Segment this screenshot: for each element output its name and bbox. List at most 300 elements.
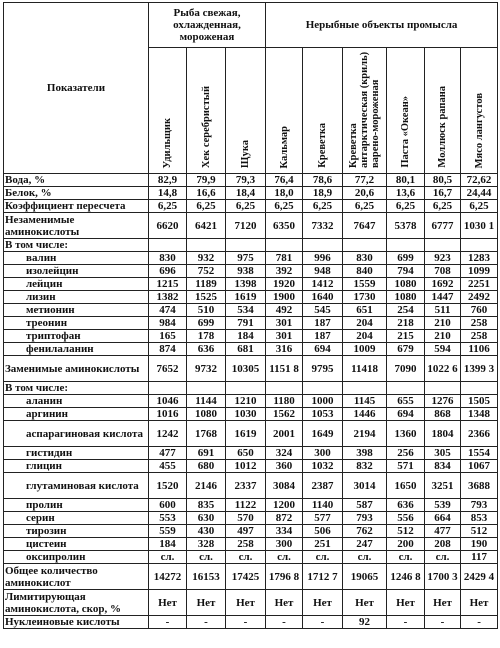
table-row — [4, 421, 498, 447]
row-label: аланин — [4, 395, 149, 408]
table-cell: Нет — [461, 590, 498, 616]
table-cell: 18,9 — [303, 187, 343, 200]
table-body — [4, 174, 498, 629]
table-cell: 300 — [266, 538, 303, 551]
row-label: аспарагиновая кислота — [4, 421, 149, 447]
row-label: В том числе: — [4, 239, 149, 252]
row-label: метионин — [4, 304, 149, 317]
row-label: глутаминовая кислота — [4, 473, 149, 499]
table-cell: 984 — [149, 317, 187, 330]
table-cell — [266, 239, 303, 252]
table-cell: 215 — [387, 330, 425, 343]
table-cell: 1246 8 — [387, 564, 425, 590]
table-cell: 840 — [343, 265, 387, 278]
table-cell: 1009 — [343, 343, 387, 356]
table-cell: 872 — [266, 512, 303, 525]
table-cell: 680 — [187, 460, 226, 473]
table-cell: 791 — [226, 317, 266, 330]
table-cell: 1242 — [149, 421, 187, 447]
table-cell: 6,25 — [303, 200, 343, 213]
row-label: серин — [4, 512, 149, 525]
column-header — [425, 48, 461, 174]
table-cell — [343, 382, 387, 395]
table-cell: - — [461, 616, 498, 629]
table-cell: Нет — [425, 590, 461, 616]
table-cell: 301 — [266, 330, 303, 343]
column-header-label: Кальмар — [278, 125, 290, 168]
table-cell: 651 — [343, 304, 387, 317]
table-cell: 398 — [343, 447, 387, 460]
table-row — [4, 200, 498, 213]
table-cell: 430 — [187, 525, 226, 538]
table-cell: 316 — [266, 343, 303, 356]
table-row — [4, 538, 498, 551]
column-header — [149, 48, 187, 174]
table-row — [4, 382, 498, 395]
table-cell: 6,25 — [149, 200, 187, 213]
table-cell: 492 — [266, 304, 303, 317]
table-row — [4, 395, 498, 408]
table-cell: 72,62 — [461, 174, 498, 187]
table-cell: 19065 — [343, 564, 387, 590]
table-cell: 1562 — [266, 408, 303, 421]
table-cell: 2387 — [303, 473, 343, 499]
table-row — [4, 174, 498, 187]
table-cell: 923 — [425, 252, 461, 265]
table-cell: 636 — [187, 343, 226, 356]
table-cell: 17425 — [226, 564, 266, 590]
table-cell: сл. — [226, 551, 266, 564]
table-cell: - — [425, 616, 461, 629]
table-cell: 511 — [425, 304, 461, 317]
table-cell: 545 — [303, 304, 343, 317]
table-cell: 512 — [461, 525, 498, 538]
table-cell — [226, 239, 266, 252]
table-cell: 1106 — [461, 343, 498, 356]
row-label: лейцин — [4, 278, 149, 291]
indicators-header: Показатели — [4, 3, 149, 174]
table-cell: 556 — [387, 512, 425, 525]
table-cell: 752 — [187, 265, 226, 278]
table-cell: 256 — [387, 447, 425, 460]
table-cell: 334 — [266, 525, 303, 538]
table-cell: 681 — [226, 343, 266, 356]
table-cell: 1804 — [425, 421, 461, 447]
table-cell: 1900 — [266, 291, 303, 304]
table-row — [4, 187, 498, 200]
row-label: Заменимые аминокислоты — [4, 356, 149, 382]
table-row — [4, 213, 498, 239]
table-cell: 1619 — [226, 291, 266, 304]
table-cell: 6,25 — [387, 200, 425, 213]
table-cell: 3251 — [425, 473, 461, 499]
table-cell: 1151 8 — [266, 356, 303, 382]
table-row — [4, 304, 498, 317]
table-cell: 1122 — [226, 499, 266, 512]
table-cell: 6,25 — [461, 200, 498, 213]
table-cell: 497 — [226, 525, 266, 538]
table-cell: 1189 — [187, 278, 226, 291]
row-label: тирозин — [4, 525, 149, 538]
table-cell: 1348 — [461, 408, 498, 421]
table-cell: 7652 — [149, 356, 187, 382]
table-cell: 13,6 — [387, 187, 425, 200]
table-cell: 1283 — [461, 252, 498, 265]
table-row — [4, 525, 498, 538]
table-cell: 1016 — [149, 408, 187, 421]
table-cell: 1276 — [425, 395, 461, 408]
table-cell: 300 — [303, 447, 343, 460]
table-cell: 247 — [343, 538, 387, 551]
table-cell: 178 — [187, 330, 226, 343]
table-cell: 1080 — [387, 278, 425, 291]
table-cell: 1399 3 — [461, 356, 498, 382]
row-label: Общее количество аминокислот — [4, 564, 149, 590]
table-cell: 1382 — [149, 291, 187, 304]
table-cell: 594 — [425, 343, 461, 356]
table-cell — [149, 239, 187, 252]
table-cell: 3014 — [343, 473, 387, 499]
table-cell: 1768 — [187, 421, 226, 447]
table-cell: 794 — [387, 265, 425, 278]
table-cell: 1215 — [149, 278, 187, 291]
row-label: В том числе: — [4, 382, 149, 395]
table-cell: 587 — [343, 499, 387, 512]
table-cell: 187 — [303, 330, 343, 343]
column-header-label: Креветка — [317, 123, 329, 168]
column-header-label: Удильщик — [162, 117, 173, 168]
row-label: Нуклеиновые кислоты — [4, 616, 149, 629]
table-cell: 1360 — [387, 421, 425, 447]
row-label: Лимитирующая аминокислота, скор, % — [4, 590, 149, 616]
table-cell: 553 — [149, 512, 187, 525]
table-cell: 1080 — [387, 291, 425, 304]
table-cell: 1067 — [461, 460, 498, 473]
row-label: треонин — [4, 317, 149, 330]
table-cell: 1053 — [303, 408, 343, 421]
table-row — [4, 564, 498, 590]
table-cell: 1649 — [303, 421, 343, 447]
table-cell: 80,1 — [387, 174, 425, 187]
table-cell: 1022 6 — [425, 356, 461, 382]
table-cell: 1554 — [461, 447, 498, 460]
table-cell: 1200 — [266, 499, 303, 512]
table-cell: 691 — [187, 447, 226, 460]
table-cell: - — [226, 616, 266, 629]
table-cell: Нет — [187, 590, 226, 616]
table-cell: 1000 — [303, 395, 343, 408]
table-cell: 3084 — [266, 473, 303, 499]
table-cell: 218 — [387, 317, 425, 330]
row-label: Незаменимые аминокислоты — [4, 213, 149, 239]
table-cell: - — [266, 616, 303, 629]
table-cell: 6350 — [266, 213, 303, 239]
table-cell: 16153 — [187, 564, 226, 590]
table-cell: 165 — [149, 330, 187, 343]
table-cell: 577 — [303, 512, 343, 525]
row-label: аргинин — [4, 408, 149, 421]
table-cell: 1046 — [149, 395, 187, 408]
table-cell: 11418 — [343, 356, 387, 382]
table-row — [4, 460, 498, 473]
column-header-label: Паста «Океан» — [400, 96, 412, 168]
table-cell: 455 — [149, 460, 187, 473]
table-cell: 78,6 — [303, 174, 343, 187]
table-cell: сл. — [425, 551, 461, 564]
table-row — [4, 551, 498, 564]
table-row — [4, 447, 498, 460]
table-cell: - — [149, 616, 187, 629]
table-row — [4, 317, 498, 330]
table-cell: 2001 — [266, 421, 303, 447]
table-cell: 6777 — [425, 213, 461, 239]
table-cell: 1730 — [343, 291, 387, 304]
table-cell — [425, 239, 461, 252]
table-cell: Нет — [387, 590, 425, 616]
table-cell: 258 — [461, 317, 498, 330]
table-cell: 20,6 — [343, 187, 387, 200]
table-cell: 1032 — [303, 460, 343, 473]
table-cell: 1640 — [303, 291, 343, 304]
table-cell: 82,9 — [149, 174, 187, 187]
table-cell — [343, 239, 387, 252]
table-cell: 7332 — [303, 213, 343, 239]
table-cell — [387, 239, 425, 252]
table-cell — [266, 382, 303, 395]
table-cell: 938 — [226, 265, 266, 278]
table-cell: Нет — [149, 590, 187, 616]
table-cell: - — [387, 616, 425, 629]
column-header — [461, 48, 498, 174]
table-cell: 301 — [266, 317, 303, 330]
table-cell: 18,4 — [226, 187, 266, 200]
column-header — [303, 48, 343, 174]
table-cell: 835 — [187, 499, 226, 512]
column-header-label: Креветка антарктическая (криль) варено-мороженая — [348, 51, 382, 168]
column-header — [343, 48, 387, 174]
table-cell: 474 — [149, 304, 187, 317]
table-row — [4, 239, 498, 252]
table-cell: сл. — [149, 551, 187, 564]
table-cell: сл. — [303, 551, 343, 564]
table-cell: 77,2 — [343, 174, 387, 187]
table-cell: 559 — [149, 525, 187, 538]
table-row — [4, 356, 498, 382]
table-cell — [149, 382, 187, 395]
column-header-label: Хек серебристый — [200, 85, 212, 168]
table-cell: 699 — [187, 317, 226, 330]
table-cell: 2429 4 — [461, 564, 498, 590]
table-cell: 1447 — [425, 291, 461, 304]
table-cell: 1520 — [149, 473, 187, 499]
table-cell: 187 — [303, 317, 343, 330]
table-cell: 1796 8 — [266, 564, 303, 590]
table-cell: 1140 — [303, 499, 343, 512]
column-header-label: Мясо лангустов — [473, 92, 485, 168]
table-row — [4, 291, 498, 304]
table-cell — [425, 382, 461, 395]
table-row — [4, 499, 498, 512]
table-cell: 2194 — [343, 421, 387, 447]
table-cell: 305 — [425, 447, 461, 460]
table-cell: 7647 — [343, 213, 387, 239]
table-cell: 1525 — [187, 291, 226, 304]
table-cell: 760 — [461, 304, 498, 317]
table-cell: 1412 — [303, 278, 343, 291]
table-cell: 200 — [387, 538, 425, 551]
column-header — [387, 48, 425, 174]
table-cell: 762 — [343, 525, 387, 538]
table-cell: 975 — [226, 252, 266, 265]
row-label: пролин — [4, 499, 149, 512]
table-cell: 6,25 — [187, 200, 226, 213]
table-cell: 1210 — [226, 395, 266, 408]
table-cell: 1700 3 — [425, 564, 461, 590]
table-cell: 600 — [149, 499, 187, 512]
table-cell: 6421 — [187, 213, 226, 239]
table-cell: 932 — [187, 252, 226, 265]
row-label: лизин — [4, 291, 149, 304]
fish-group-header: Рыба свежая, охлажденная, мороженая — [149, 3, 266, 48]
table-cell: 392 — [266, 265, 303, 278]
table-cell: Нет — [226, 590, 266, 616]
table-cell: 76,4 — [266, 174, 303, 187]
table-cell: сл. — [387, 551, 425, 564]
column-header — [187, 48, 226, 174]
table-cell: 708 — [425, 265, 461, 278]
table-cell: 830 — [343, 252, 387, 265]
table-cell: 254 — [387, 304, 425, 317]
table-cell: 6,25 — [266, 200, 303, 213]
row-label: глицин — [4, 460, 149, 473]
table-cell: 2366 — [461, 421, 498, 447]
table-cell: 694 — [387, 408, 425, 421]
table-cell: сл. — [343, 551, 387, 564]
table-cell: 92 — [343, 616, 387, 629]
row-label: фенилаланин — [4, 343, 149, 356]
table-cell: 1099 — [461, 265, 498, 278]
table-cell: 79,9 — [187, 174, 226, 187]
table-cell: 14,8 — [149, 187, 187, 200]
table-cell: 1619 — [226, 421, 266, 447]
table-cell: 1030 — [226, 408, 266, 421]
table-cell: 2337 — [226, 473, 266, 499]
table-cell — [303, 239, 343, 252]
table-cell: 1920 — [266, 278, 303, 291]
table-cell: 184 — [226, 330, 266, 343]
table-cell: 2492 — [461, 291, 498, 304]
table-cell: 630 — [187, 512, 226, 525]
table-cell: 2146 — [187, 473, 226, 499]
nonfish-group-header: Нерыбные объекты промысла — [266, 3, 498, 48]
table-cell: 324 — [266, 447, 303, 460]
table-row — [4, 252, 498, 265]
table-cell: 696 — [149, 265, 187, 278]
table-cell: 1692 — [425, 278, 461, 291]
table-cell: 1030 1 — [461, 213, 498, 239]
table-cell: 1505 — [461, 395, 498, 408]
row-label: цистеин — [4, 538, 149, 551]
table-cell: 1446 — [343, 408, 387, 421]
row-label: валин — [4, 252, 149, 265]
table-cell: 510 — [187, 304, 226, 317]
table-cell: 477 — [425, 525, 461, 538]
table-cell: 18,0 — [266, 187, 303, 200]
table-cell: 117 — [461, 551, 498, 564]
table-cell: 210 — [425, 330, 461, 343]
table-cell: 793 — [461, 499, 498, 512]
table-cell: 208 — [425, 538, 461, 551]
table-cell: 10305 — [226, 356, 266, 382]
row-label: изолейцин — [4, 265, 149, 278]
table-header — [4, 3, 498, 174]
column-header — [226, 48, 266, 174]
table-row — [4, 473, 498, 499]
table-row — [4, 512, 498, 525]
table-cell: 874 — [149, 343, 187, 356]
row-label: Вода, % — [4, 174, 149, 187]
table-cell: 7090 — [387, 356, 425, 382]
table-row — [4, 616, 498, 629]
table-cell: 853 — [461, 512, 498, 525]
table-cell: 360 — [266, 460, 303, 473]
table-cell: 204 — [343, 317, 387, 330]
table-cell: 636 — [387, 499, 425, 512]
table-cell — [187, 239, 226, 252]
table-cell: 1398 — [226, 278, 266, 291]
table-cell: 834 — [425, 460, 461, 473]
column-header-label: Щука — [240, 139, 251, 168]
table-cell: 6,25 — [226, 200, 266, 213]
table-cell: 679 — [387, 343, 425, 356]
table-cell: 699 — [387, 252, 425, 265]
table-cell: 16,6 — [187, 187, 226, 200]
table-cell: 650 — [226, 447, 266, 460]
table-cell — [461, 239, 498, 252]
table-cell: 9732 — [187, 356, 226, 382]
table-cell: 1712 7 — [303, 564, 343, 590]
table-cell: 781 — [266, 252, 303, 265]
table-cell: 2251 — [461, 278, 498, 291]
table-cell: 6,25 — [425, 200, 461, 213]
table-cell — [303, 382, 343, 395]
table-cell: 868 — [425, 408, 461, 421]
table-row — [4, 278, 498, 291]
row-label: Коэффициент пересчета — [4, 200, 149, 213]
table-cell: 664 — [425, 512, 461, 525]
table-cell — [387, 382, 425, 395]
table-cell: 210 — [425, 317, 461, 330]
table-cell: 5378 — [387, 213, 425, 239]
table-cell: 694 — [303, 343, 343, 356]
table-cell: 1650 — [387, 473, 425, 499]
table-cell: 948 — [303, 265, 343, 278]
row-label: гистидин — [4, 447, 149, 460]
table-cell: 1144 — [187, 395, 226, 408]
row-label: триптофан — [4, 330, 149, 343]
row-label: Белок, % — [4, 187, 149, 200]
row-label: оксипролин — [4, 551, 149, 564]
table-row — [4, 265, 498, 278]
table-cell: 1012 — [226, 460, 266, 473]
table-cell: Нет — [303, 590, 343, 616]
column-header — [266, 48, 303, 174]
table-row — [4, 343, 498, 356]
column-header-label: Моллюск рапана — [437, 86, 449, 168]
table-cell: 570 — [226, 512, 266, 525]
table-cell: 512 — [387, 525, 425, 538]
table-cell: 24,44 — [461, 187, 498, 200]
